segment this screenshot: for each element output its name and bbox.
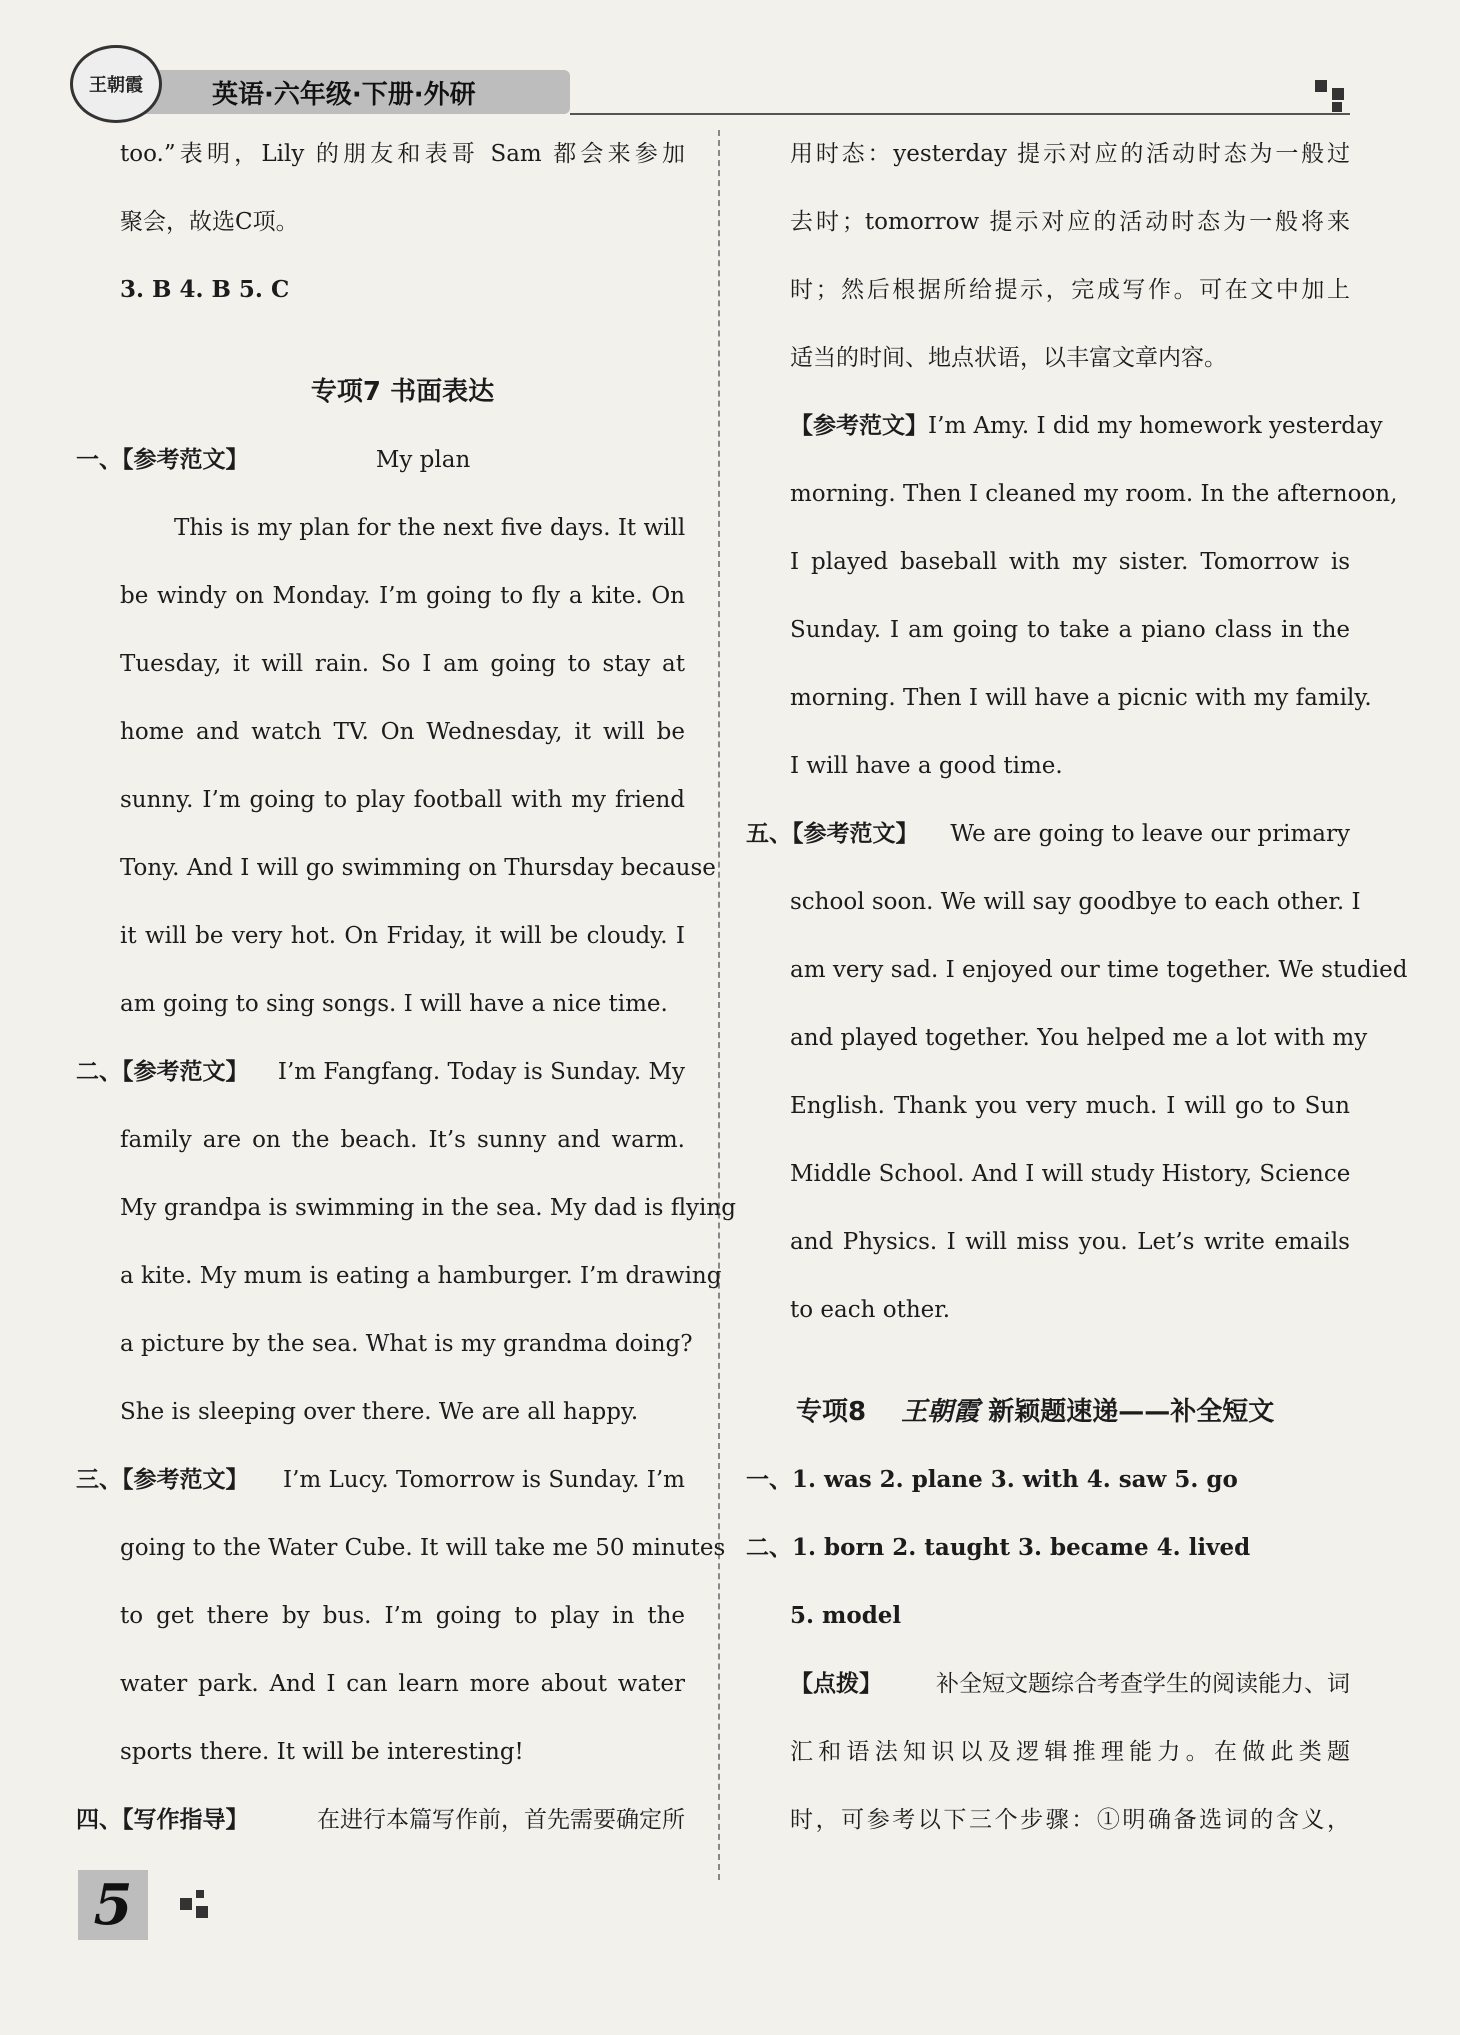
left-column	[76, 120, 736, 1854]
text-line: I played baseball with my sister. Tomorrow is	[790, 549, 1350, 575]
question-heading	[746, 800, 1350, 868]
header-square-decor	[1332, 88, 1344, 100]
text-line: and Physics. I will miss you. Let’s write emails	[790, 1229, 1350, 1255]
text-line: This is my plan for the next five days. It will	[174, 515, 686, 541]
text-line: going to the Water Cube. It will take me 50 minutes	[120, 1535, 726, 1561]
text-line: to get there by bus. I’m going to play in the	[120, 1603, 685, 1629]
text-line: be windy on Monday. I’m going to fly a kite. On	[120, 583, 685, 609]
answer-line: 3. B 4. B 5. C	[120, 276, 290, 303]
text-line: 适当的时间、地点状语，以丰富文章内容。	[790, 345, 1227, 371]
answer-line: 5. model	[790, 1602, 902, 1629]
text-line: home and watch TV. On Wednesday, it will be	[120, 719, 685, 745]
page-number: 5	[78, 1870, 148, 1940]
column-divider	[718, 130, 720, 1880]
text-line: sunny. I’m going to play football with my friend	[120, 787, 685, 813]
right-column	[746, 120, 1408, 1854]
text-line: to each other.	[790, 1297, 951, 1323]
text-line: I’m Amy. I did my homework yesterday	[928, 413, 1383, 439]
question-label: 一、【参考范文】	[76, 447, 249, 473]
text-line: a picture by the sea. What is my grandma doing?	[120, 1331, 693, 1357]
sample-label: 【参考范文】	[790, 413, 928, 439]
header-title: 英语·六年级·下册·外研	[140, 70, 570, 114]
footer-square-decor	[180, 1898, 192, 1910]
question-label: 四、【写作指导】	[76, 1807, 249, 1833]
text-line: 去时；tomorrow 提示对应的活动时态为一般将来	[790, 209, 1350, 235]
header-square-decor	[1332, 102, 1342, 112]
text-line: 用时态：yesterday 提示对应的活动时态为一般过	[790, 141, 1350, 167]
text-line: We are going to leave our primary	[950, 821, 1350, 847]
text-line: school soon. We will say goodbye to each other. I	[790, 889, 1361, 915]
text-line: My grandpa is swimming in the sea. My dad is flying	[120, 1195, 736, 1221]
question-heading	[76, 1446, 685, 1514]
text-line: Sunday. I am going to take a piano class in the	[790, 617, 1350, 643]
text-line: 在进行本篇写作前，首先需要确定所	[317, 1807, 685, 1833]
question-heading	[76, 426, 685, 494]
text-line: 汇和语法知识以及逻辑推理能力。在做此类题	[790, 1739, 1350, 1765]
section-title	[790, 1378, 1350, 1446]
text-line: am very sad. I enjoyed our time together. We studied	[790, 957, 1408, 983]
text-line: Tuesday, it will rain. So I am going to stay at	[120, 651, 685, 677]
question-label: 二、【参考范文】	[76, 1059, 249, 1085]
essay-title: My plan	[375, 447, 471, 473]
header-square-decor	[1315, 80, 1327, 92]
question-heading	[76, 1038, 685, 1106]
text-line: and played together. You helped me a lot with my	[790, 1025, 1368, 1051]
text-line: I’m Fangfang. Today is Sunday. My	[277, 1059, 685, 1085]
text-line: She is sleeping over there. We are all happy.	[120, 1399, 639, 1425]
text-line: a kite. My mum is eating a hamburger. I’m drawing	[120, 1263, 722, 1289]
text-line: too.”表明，Lily 的朋友和表哥 Sam 都会来参加	[120, 141, 685, 167]
text-line: I will have a good time.	[790, 753, 1063, 779]
footer-square-decor	[196, 1906, 208, 1918]
question-label: 五、【参考范文】	[746, 821, 919, 847]
question-heading	[76, 1786, 685, 1854]
text-line: sports there. It will be interesting!	[120, 1739, 524, 1765]
text-line: English. Thank you very much. I will go to Sun	[790, 1093, 1350, 1119]
tip-label: 【点拨】	[790, 1671, 882, 1697]
page-header	[70, 40, 1360, 120]
answer-line: 一、1. was 2. plane 3. with 4. saw 5. go	[746, 1466, 1238, 1493]
text-line: 补全短文题综合考查学生的阅读能力、词	[936, 1671, 1350, 1697]
text-line: morning. Then I cleaned my room. In the afternoon,	[790, 481, 1398, 507]
section-name: 新颖题速递——补全短文	[988, 1397, 1275, 1427]
text-line: Tony. And I will go swimming on Thursday because	[120, 855, 716, 881]
text-line: morning. Then I will have a picnic with my family.	[790, 685, 1372, 711]
text-line: it will be very hot. On Friday, it will be cloudy. I	[120, 923, 685, 949]
section-title: 专项7 书面表达	[310, 377, 495, 407]
question-label: 三、【参考范文】	[76, 1467, 249, 1493]
answer-line: 二、1. born 2. taught 3. became 4. lived	[746, 1534, 1251, 1561]
brand-logo: 王朝霞	[70, 45, 162, 123]
text-line: Middle School. And I will study History, Science	[790, 1161, 1351, 1187]
text-line: 时；然后根据所给提示，完成写作。可在文中加上	[790, 277, 1350, 303]
text-line: am going to sing songs. I will have a nice time.	[120, 991, 668, 1017]
section-number: 专项8	[796, 1397, 867, 1427]
brand-mark: 王朝霞	[901, 1397, 980, 1427]
tip-heading	[790, 1650, 1350, 1718]
sample-heading	[790, 392, 1383, 460]
text-line: I’m Lucy. Tomorrow is Sunday. I’m	[283, 1467, 685, 1493]
footer-square-decor	[196, 1890, 204, 1898]
text-line: water park. And I can learn more about water	[120, 1671, 685, 1697]
header-rule	[570, 113, 1350, 115]
text-line: 时，可参考以下三个步骤：①明确备选词的含义，	[790, 1807, 1350, 1833]
text-line: 聚会，故选C项。	[120, 209, 299, 235]
text-line: family are on the beach. It’s sunny and warm.	[120, 1127, 685, 1153]
